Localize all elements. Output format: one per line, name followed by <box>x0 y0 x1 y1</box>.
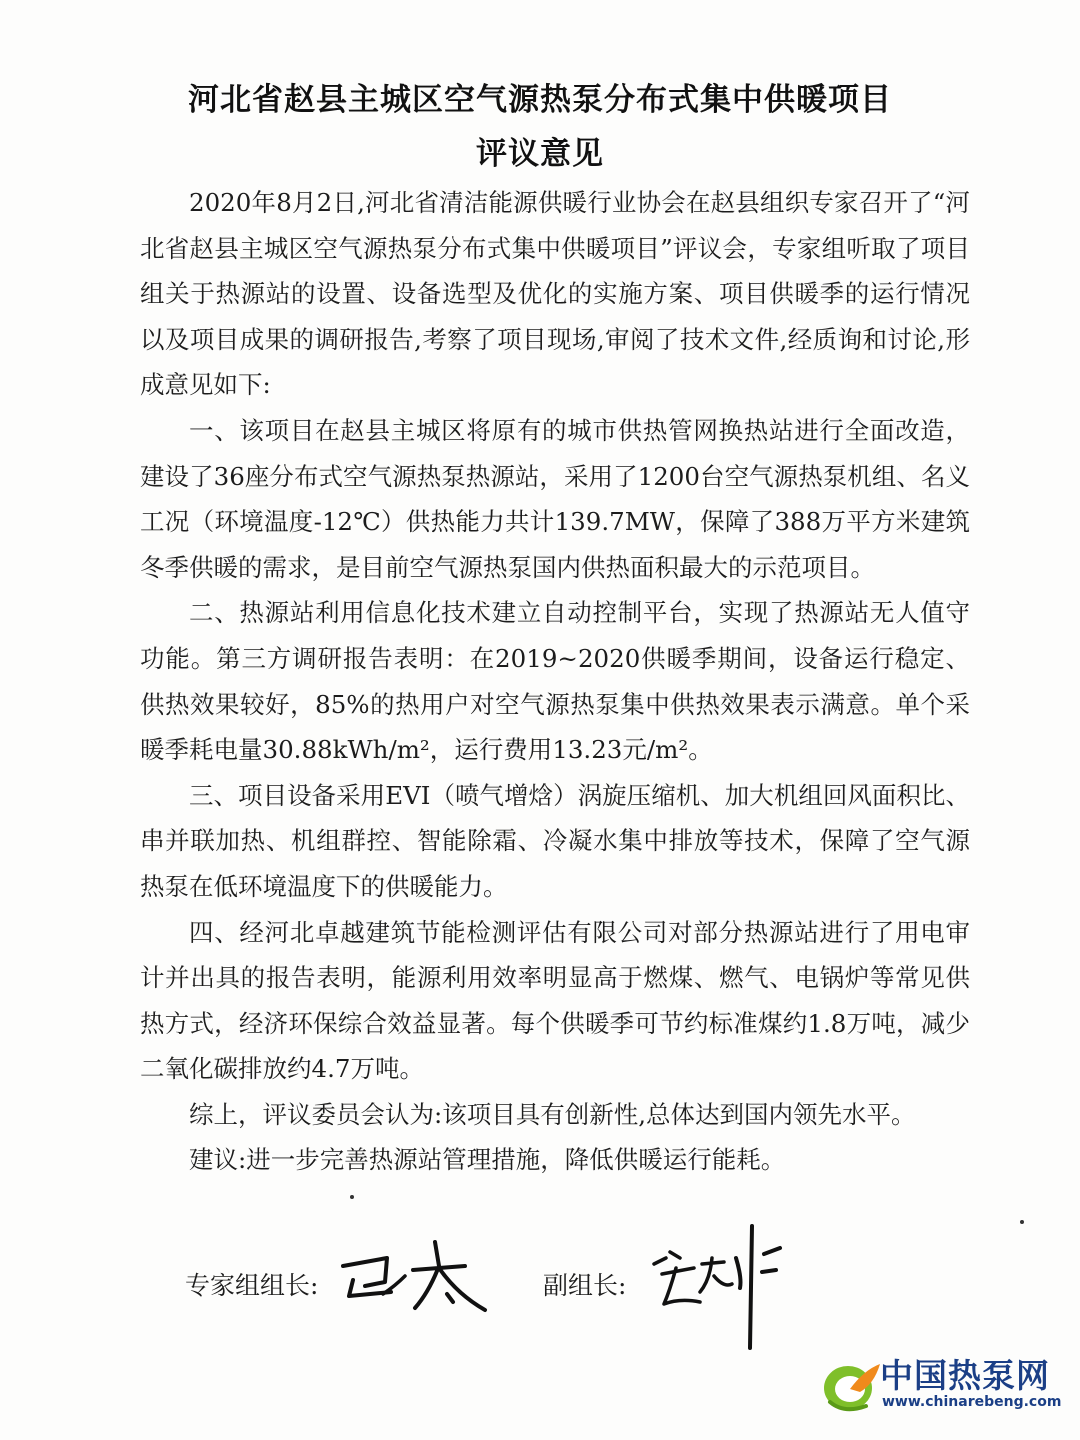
paragraph-intro: 2020年8月2日,河北省清洁能源供暖行业协会在赵县组织专家召开了“河北省赵县主城区空气源热泵分布式集中供暖项目”评议会，专家组听取了项目组关于热源站的设置、设备选型及优化的实施方案、项目供暖季的运行情况以及项目成果的调研报告,考察了项目现场,审阅了技术文件,经质询和讨论,形成意见如下: <box>140 188 970 400</box>
paragraph-suggestion: 建议:进一步完善热源站管理措施，降低供暖运行能耗。 <box>189 1145 786 1175</box>
leaf-logo-icon <box>820 1354 884 1418</box>
leader-label: 专家组组长: <box>185 1271 319 1300</box>
watermark-url: www.chinarebeng.com <box>882 1394 1062 1410</box>
watermark <box>820 1348 1070 1424</box>
paragraph-point-2: 二、热源站利用信息化技术建立自动控制平台，实现了热源站无人值守功能。第三方调研报告表明：在2019~2020供暖季期间，设备运行稳定、供热效果较好，85%的热用户对空气源热泵集中供热效果表示满意。单个采暖季耗电量30.88kWh/m²，运行费用13.23元/m²。 <box>140 598 970 765</box>
leader-signature-image <box>335 1236 505 1326</box>
document-body <box>140 180 970 1183</box>
document-subtitle: 评议意见 <box>476 136 604 172</box>
paragraph-point-1: 一、该项目在赵县主城区将原有的城市供热管网换热站进行全面改造，建设了36座分布式空气源热泵热源站，采用了1200台空气源热泵机组、名义工况（环境温度-12℃）供热能力共计139.7MW，保障了388万平方米建筑冬季供暖的需求，是目前空气源热泵国内供热面积最大的示范项目。 <box>140 415 970 582</box>
signature-block <box>185 1252 985 1362</box>
watermark-brand: 中国热泵网 <box>880 1356 1050 1395</box>
deputy-label: 副组长: <box>543 1271 627 1300</box>
paragraph-conclusion: 综上，评议委员会认为:该项目具有创新性,总体达到国内领先水平。 <box>189 1099 916 1129</box>
paragraph-point-3: 三、项目设备采用EVI（喷气增焓）涡旋压缩机、加大机组回风面积比、串并联加热、机组群控、智能除霜、冷凝水集中排放等技术，保障了空气源热泵在低环境温度下的供暖能力。 <box>140 780 970 901</box>
deputy-signature-image <box>640 1218 810 1358</box>
document-title: 河北省赵县主城区空气源热泵分布式集中供暖项目 <box>188 82 892 118</box>
ink-dot <box>1020 1220 1024 1224</box>
ink-dot <box>350 1195 354 1199</box>
paragraph-point-4: 四、经河北卓越建筑节能检测评估有限公司对部分热源站进行了用电审计并出具的报告表明，能源利用效率明显高于燃煤、燃气、电锅炉等常见供热方式，经济环保综合效益显著。每个供暖季可节约标准煤约1.8万吨，减少二氧化碳排放约4.7万吨。 <box>140 917 970 1084</box>
